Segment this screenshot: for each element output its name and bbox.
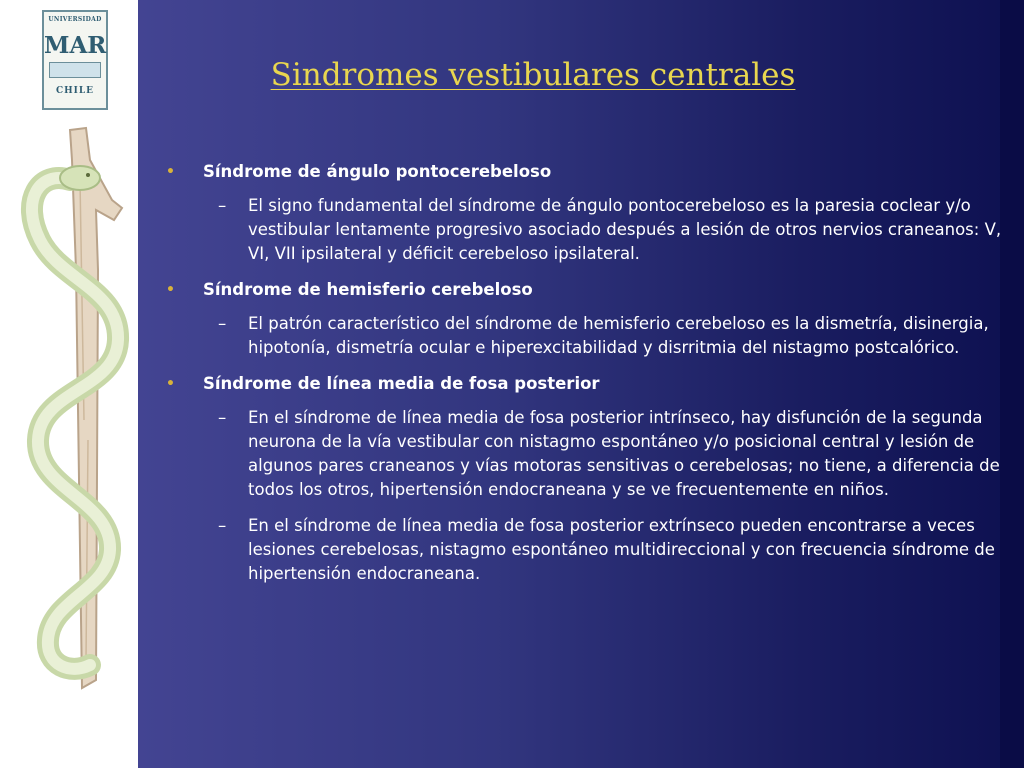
bullet-icon: • (166, 164, 175, 180)
bullet-icon: • (166, 376, 175, 392)
dash-icon: – (218, 408, 227, 427)
left-sidebar (0, 0, 138, 768)
sub-item-text: En el síndrome de línea media de fosa posterior intrínseco, hay disfunción de la segunda neurona de la vía vestibular con nistagmo espontáneo y/o posicional central y lesión de algunos pares craneanos y vías motoras sensitivas o cerebelosas; no tiene, a diferencia de todos los otros, hipertensión endocraneana y se ve frecuentemente en niños. (248, 408, 1000, 499)
slide-title: Sindromes vestibulares centrales (270, 57, 796, 93)
bullet-heading: Síndrome de ángulo pontocerebeloso (203, 162, 552, 181)
sub-item-text: El signo fundamental del síndrome de ángulo pontocerebeloso es la paresia coclear y/o vestibular lentamente progresivo asociado después a lesión de otros nervios craneanos: V, VI, VII ipsilateral y déficit cerebeloso ipsilateral. (248, 196, 1002, 263)
dash-icon: – (218, 196, 227, 215)
dash-icon: – (218, 516, 227, 535)
sub-item (166, 514, 1004, 586)
bullet-heading: Síndrome de línea media de fosa posterior (203, 374, 600, 393)
bullet-heading: Síndrome de hemisferio cerebeloso (203, 280, 533, 299)
logo-top-text: UNIVERSIDAD (48, 16, 102, 23)
sub-item (166, 406, 1004, 502)
sub-item (166, 312, 1004, 360)
slide-content (166, 160, 1004, 598)
sub-item (166, 194, 1004, 266)
bullet-angulo-pontocerebeloso (166, 160, 1004, 184)
bullet-linea-media-fosa-posterior (166, 372, 1004, 396)
bullet-hemisferio-cerebeloso (166, 278, 1004, 302)
logo-bottom-text: CHILE (55, 86, 95, 96)
rod-of-asclepius-icon (0, 120, 138, 695)
logo-emblem-icon (49, 62, 101, 78)
sub-item-text: El patrón característico del síndrome de hemisferio cerebeloso es la dismetría, disinergia, hipotonía, dismetría ocular e hiperexcitabilidad y disrritmia del nistagmo postcalórico. (248, 314, 989, 357)
university-logo (42, 10, 108, 110)
bullet-icon: • (166, 282, 175, 298)
slide-area (138, 0, 1024, 768)
dash-icon: – (218, 314, 227, 333)
logo-main-text: MAR (44, 32, 107, 59)
sub-item-text: En el síndrome de línea media de fosa posterior extrínseco pueden encontrarse a veces lesiones cerebelosas, nistagmo espontáneo multidireccional y con frecuencia síndrome de hipertensión endocraneana. (248, 516, 995, 583)
